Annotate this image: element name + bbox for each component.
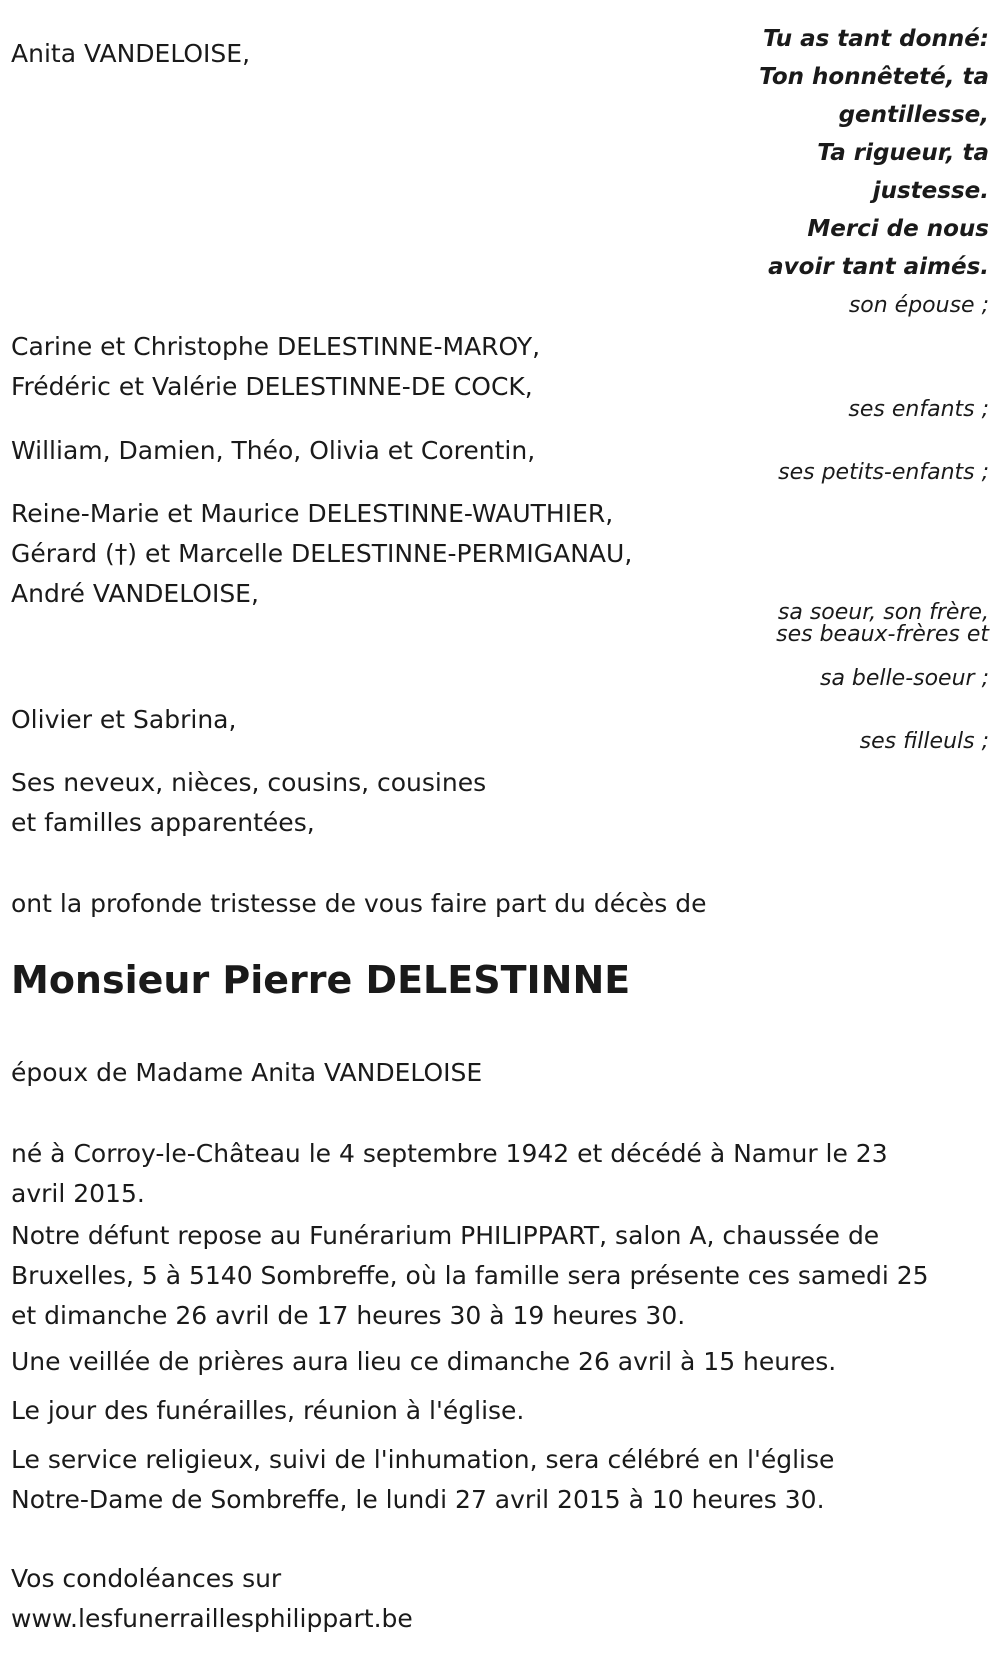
vigil: Une veillée de prières aura lieu ce dimanche 26 avril à 15 heures. bbox=[11, 1347, 837, 1376]
grandchildren-names: William, Damien, Théo, Olivia et Corentin, bbox=[11, 436, 536, 465]
siblings-relation-line: ses beaux-frères et bbox=[776, 622, 989, 647]
condolences-line: Vos condoléances sur bbox=[11, 1564, 282, 1593]
siblings-relation-line: sa belle-soeur ; bbox=[820, 666, 989, 691]
spouse-name: Anita VANDELOISE, bbox=[11, 39, 251, 68]
announcement-intro: ont la profonde tristesse de vous faire part du décès de bbox=[11, 889, 707, 918]
condolences bbox=[11, 1559, 986, 1639]
children-relation: ses enfants ; bbox=[848, 397, 989, 422]
birth-death bbox=[11, 1134, 986, 1214]
poem-line: Ta rigueur, ta bbox=[817, 140, 989, 166]
sibling-name: Gérard (†) et Marcelle DELESTINNE-PERMIGANAU, bbox=[11, 539, 633, 568]
condolences-link[interactable]: www.lesfunerraillesphilippart.be bbox=[11, 1604, 413, 1633]
poem-line: justesse. bbox=[872, 178, 989, 204]
rest-place-line: et dimanche 26 avril de 17 heures 30 à 19 heures 30. bbox=[11, 1301, 686, 1330]
extended-family-line: Ses neveux, nièces, cousins, cousines bbox=[11, 768, 487, 797]
service-line: Le service religieux, suivi de l'inhumation, sera célébré en l'église bbox=[11, 1445, 835, 1474]
child-name: Frédéric et Valérie DELESTINNE-DE COCK, bbox=[11, 372, 533, 401]
child-name: Carine et Christophe DELESTINNE-MAROY, bbox=[11, 332, 541, 361]
service bbox=[11, 1440, 986, 1520]
birth-death-line: né à Corroy-le-Château le 4 septembre 1942 et décédé à Namur le 23 bbox=[11, 1139, 888, 1168]
poem-line: Merci de nous bbox=[807, 216, 989, 242]
grandchildren-relation: ses petits-enfants ; bbox=[778, 460, 989, 485]
godchildren-names: Olivier et Sabrina, bbox=[11, 705, 237, 734]
poem-line: Ton honnêteté, ta bbox=[759, 64, 989, 90]
rest-place-line: Bruxelles, 5 à 5140 Sombreffe, où la famille sera présente ces samedi 25 bbox=[11, 1261, 929, 1290]
siblings-relation-line: sa soeur, son frère, bbox=[777, 600, 989, 625]
poem bbox=[729, 20, 989, 286]
extended-family-line: et familles apparentées, bbox=[11, 808, 315, 837]
poem-line: Tu as tant donné: bbox=[762, 26, 989, 52]
godchildren-relation: ses filleuls ; bbox=[859, 729, 989, 754]
rest-place-line: Notre défunt repose au Funérarium PHILIPPART, salon A, chaussée de bbox=[11, 1221, 880, 1250]
sibling-name: André VANDELOISE, bbox=[11, 579, 259, 608]
spouse-line: époux de Madame Anita VANDELOISE bbox=[11, 1058, 483, 1087]
service-line: Notre-Dame de Sombreffe, le lundi 27 avril 2015 à 10 heures 30. bbox=[11, 1485, 825, 1514]
rest-place bbox=[11, 1216, 986, 1336]
funeral-day: Le jour des funérailles, réunion à l'église. bbox=[11, 1396, 525, 1425]
poem-line: gentillesse, bbox=[838, 102, 989, 128]
sibling-name: Reine-Marie et Maurice DELESTINNE-WAUTHIER, bbox=[11, 499, 614, 528]
birth-death-line: avril 2015. bbox=[11, 1179, 145, 1208]
deceased-name: Monsieur Pierre DELESTINNE bbox=[11, 958, 631, 1002]
spouse-relation: son épouse ; bbox=[848, 293, 989, 318]
poem-line: avoir tant aimés. bbox=[768, 254, 989, 280]
